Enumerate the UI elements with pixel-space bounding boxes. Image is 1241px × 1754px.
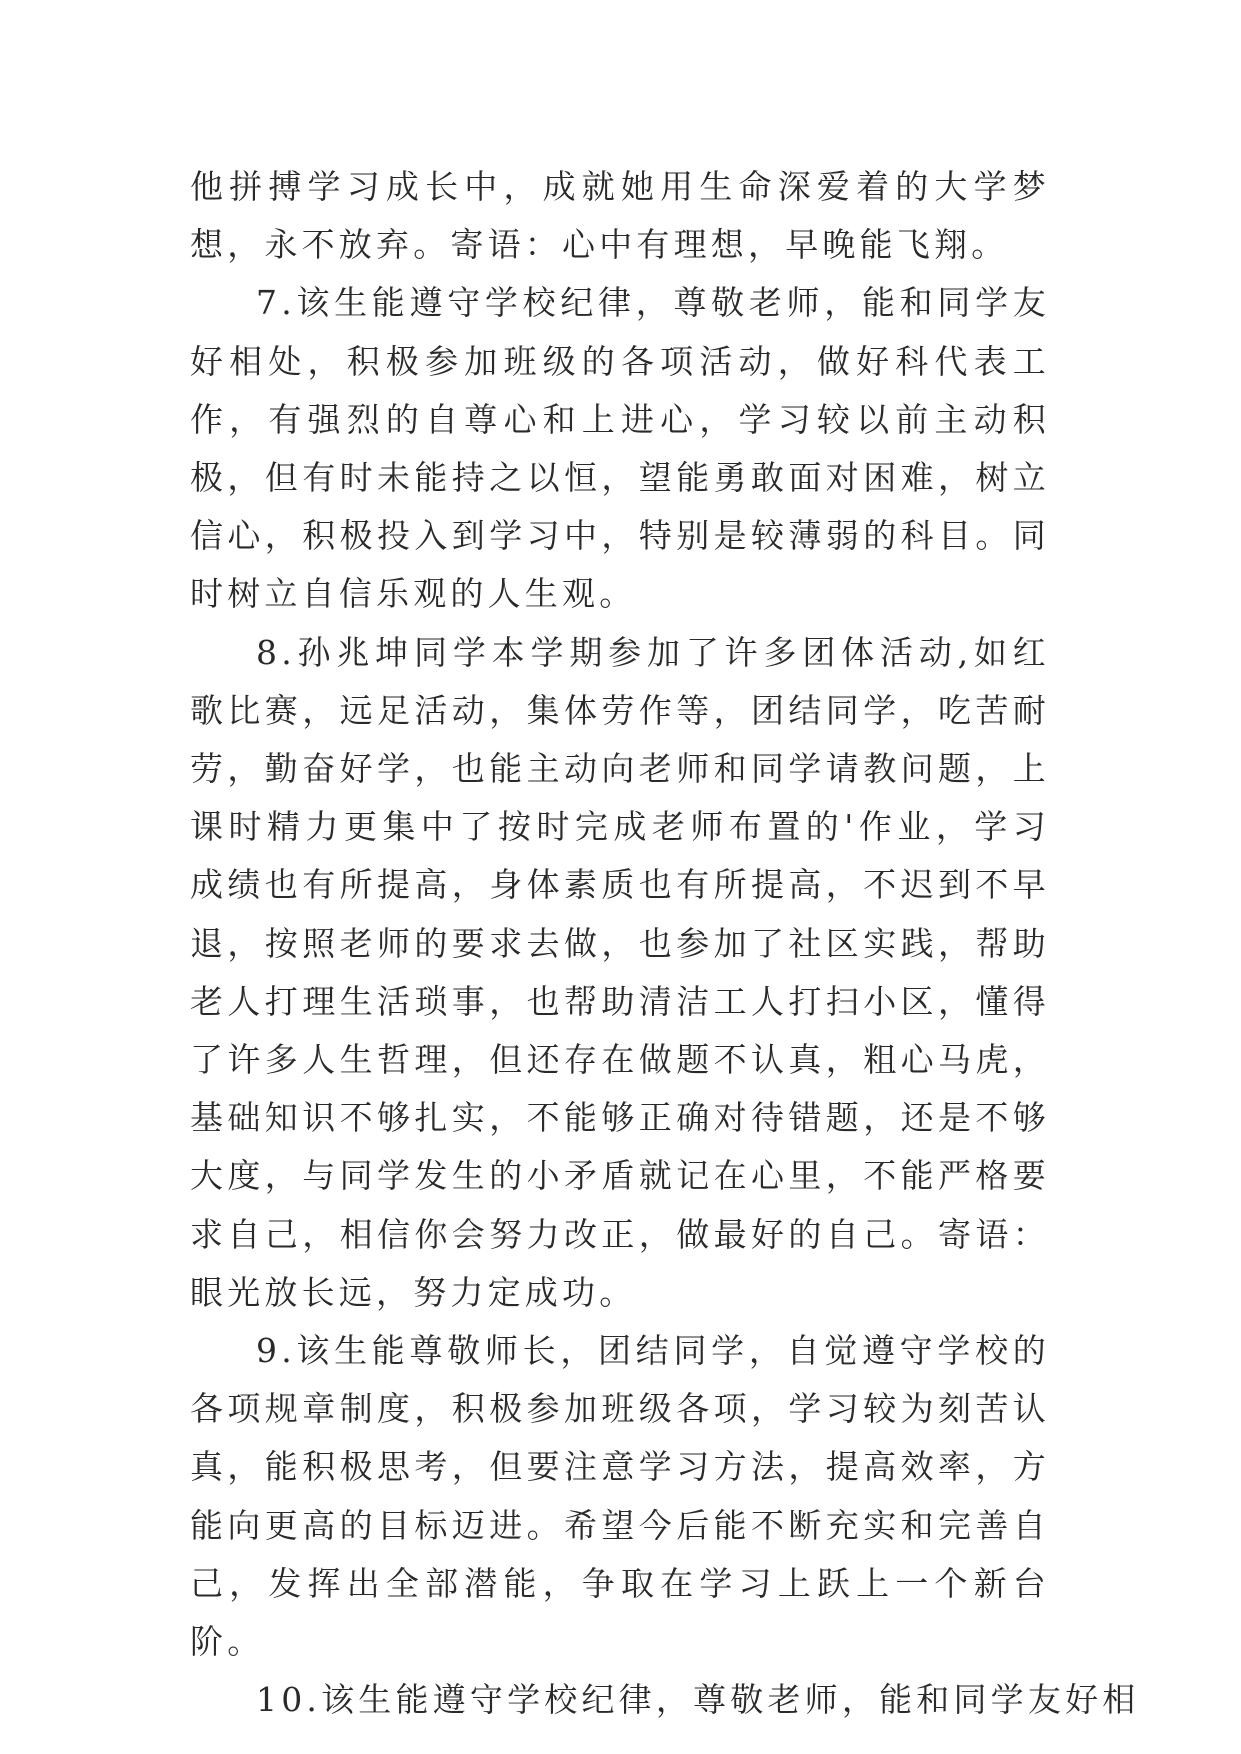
paragraph-continuation: 他拼搏学习成长中，成就她用生命深爱着的大学梦想，永不放弃。寄语：心中有理想，早晚能飞翔。 <box>190 167 1050 265</box>
paragraph-item-9: 9.该生能尊敬师长，团结同学，自觉遵守学校的各项规章制度，积极参加班级各项，学习较为刻苦认真，能积极思考，但要注意学习方法，提高效率，方能向更高的目标迈进。希望今后能不断充实和完善自己，发挥出全部潜能，争取在学习上跃上一个新台阶。 <box>190 1331 1050 1662</box>
paragraph-item-10: 10.该生能遵守学校纪律，尊敬老师，能和同学友好相 <box>256 1680 1140 1720</box>
paragraph-item-7: 7.该生能遵守学校纪律，尊敬老师，能和同学友好相处，积极参加班级的各项活动，做好科代表工作，有强烈的自尊心和上进心，学习较以前主动积极，但有时未能持之以恒，望能勇敢面对困难，树立信心，积极投入到学习中，特别是较薄弱的科目。同时树立自信乐观的人生观。 <box>190 283 1050 614</box>
paragraph-item-8: 8.孙兆坤同学本学期参加了许多团体活动,如红歌比赛，远足活动，集体劳作等，团结同学，吃苦耐劳，勤奋好学，也能主动向老师和同学请教问题，上课时精力更集中了按时完成老师布置的'作业，学习成绩也有所提高，身体素质也有所提高，不迟到不早退，按照老师的要求去做，也参加了社区实践，帮助老人打理生活琐事，也帮助清洁工人打扫小区，懂得了许多人生哲理，但还存在做题不认真，粗心马虎，基础知识不够扎实，不能够正确对待错题，还是不够大度，与同学发生的小矛盾就记在心里，不能严格要求自己，相信你会努力改正，做最好的自己。寄语：眼光放长远，努力定成功。 <box>190 632 1050 1312</box>
document-body <box>190 158 1140 1729</box>
